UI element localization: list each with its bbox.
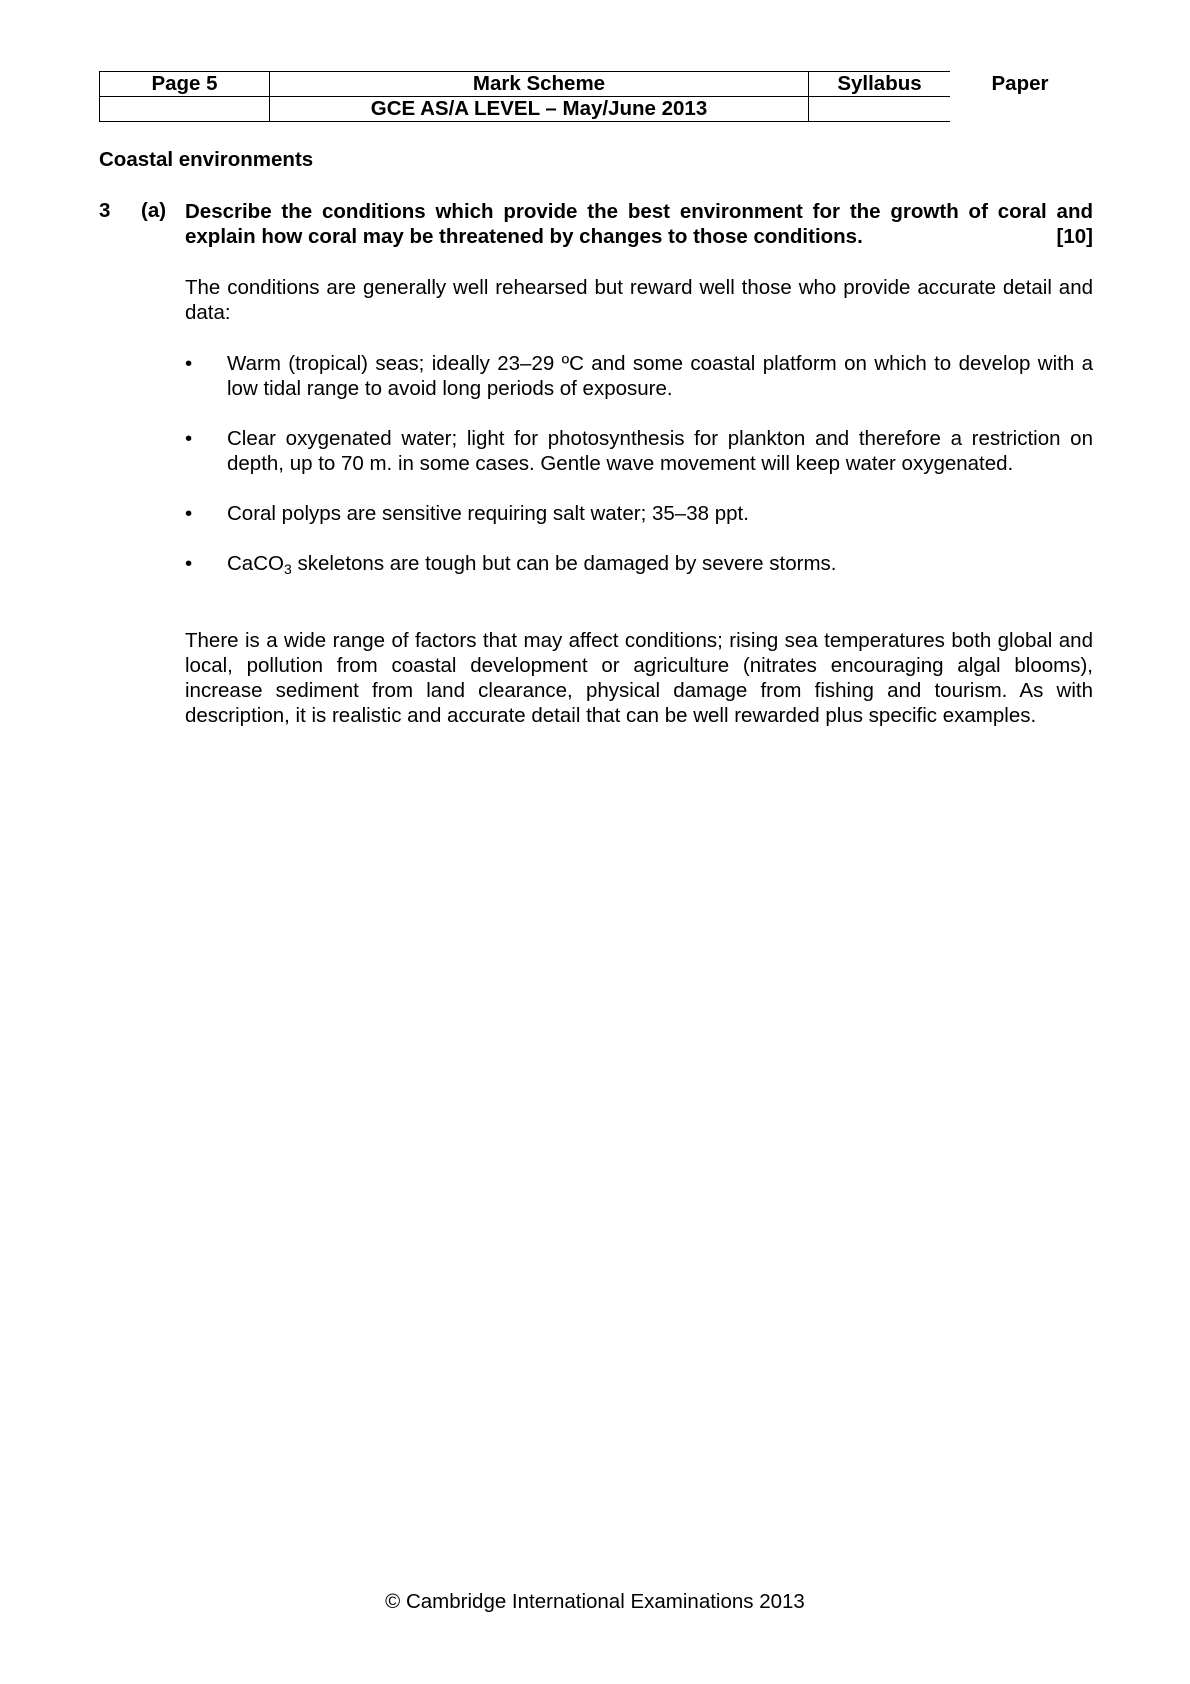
bullet-text: Coral polyps are sensitive requiring salt water; 35–38 ppt. xyxy=(227,502,749,525)
list-item xyxy=(185,426,1093,476)
bullet-mark: • xyxy=(185,502,193,525)
section-title: Coastal environments xyxy=(99,148,314,171)
closing-paragraph: There is a wide range of factors that may affect conditions; rising sea temperatures both global and local, pollution from coastal development or agriculture (nitrates encouraging algal blooms), increase sediment from land clearance, physical damage from fishing and tourism. As with description, it is realistic and accurate detail that can be well rewarded plus specific examples. xyxy=(185,629,1093,727)
bullet-mark: • xyxy=(185,352,193,375)
conditions-list xyxy=(185,351,1093,601)
bullet-mark: • xyxy=(185,552,193,575)
bullet-mark: • xyxy=(185,427,193,450)
question-number: 3 xyxy=(99,199,111,222)
header-page-value xyxy=(100,97,270,122)
header-doc-type: Mark Scheme xyxy=(270,72,809,97)
list-item xyxy=(185,351,1093,401)
question-body: Describe the conditions which provide the best environment for the growth of coral and explain how coral may be threatened by changes to those conditions. xyxy=(185,200,1093,248)
header-paper: Paper xyxy=(991,72,1049,95)
bullet-text: Warm (tropical) seas; ideally 23–29 ºC and some coastal platform on which to develop with a low tidal range to avoid long periods of exposure. xyxy=(227,352,1093,400)
header-paper-value xyxy=(950,97,1091,122)
header-syllabus: Syllabus xyxy=(809,72,951,97)
bullet-text: skeletons are tough but can be damaged by severe storms. xyxy=(291,552,837,575)
question-marks: [10] xyxy=(1056,225,1093,248)
footer-copyright: © Cambridge International Examinations 2013 xyxy=(385,1590,805,1613)
list-item xyxy=(185,551,1093,576)
header-syllabus-value xyxy=(809,97,951,122)
intro-paragraph: The conditions are generally well rehearsed but reward well those who provide accurate detail and data: xyxy=(185,276,1093,324)
header-table xyxy=(99,71,1091,122)
list-item xyxy=(185,501,1093,526)
header-page: Page 5 xyxy=(100,72,270,97)
bullet-text: Clear oxygenated water; light for photosynthesis for plankton and therefore a restriction on depth, up to 70 m. in some cases. Gentle wave movement will keep water oxygenated. xyxy=(227,427,1093,475)
formula-subscript: 3 xyxy=(283,561,292,577)
header-exam: GCE AS/A LEVEL – May/June 2013 xyxy=(270,97,809,122)
formula-prefix: CaCO xyxy=(227,552,284,575)
question-part: (a) xyxy=(141,199,167,222)
question-text xyxy=(185,199,1093,249)
